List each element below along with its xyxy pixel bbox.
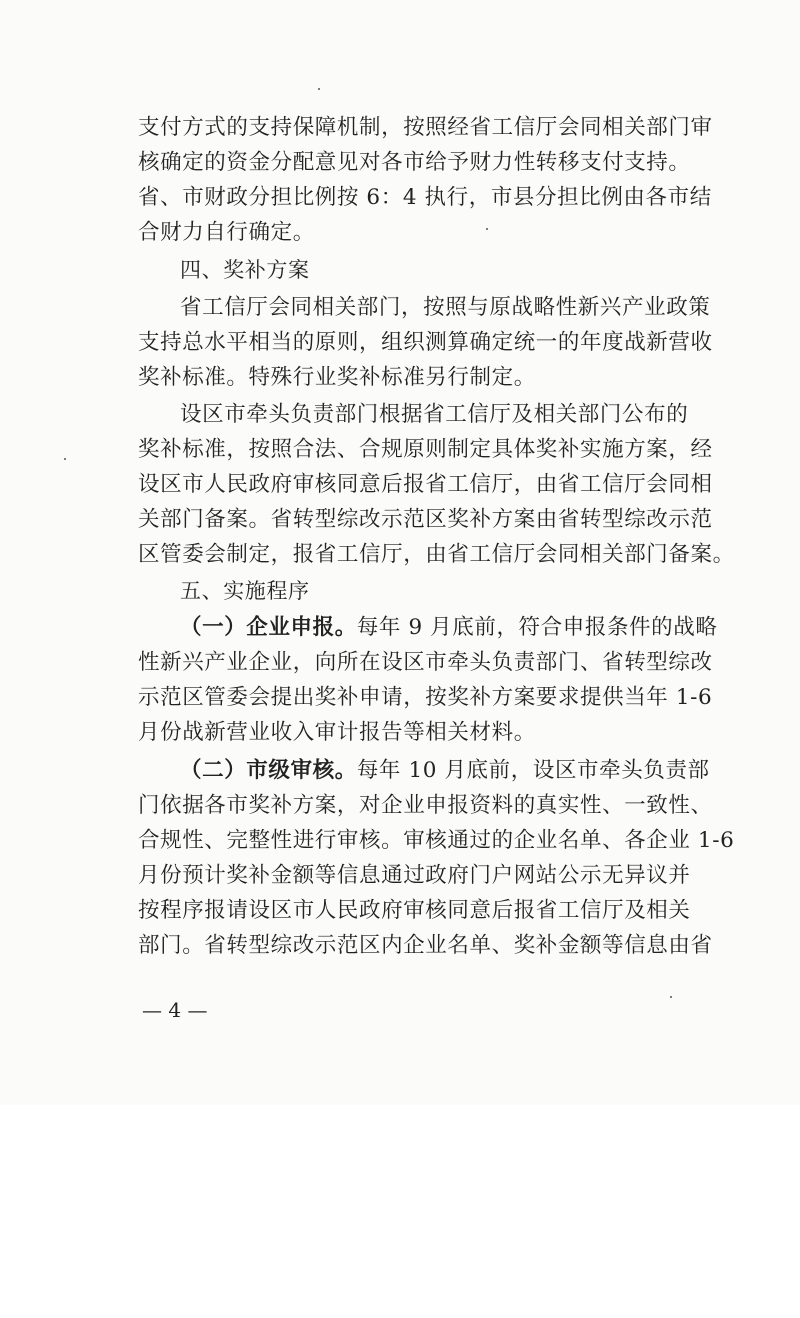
paragraph-line: 设区市牵头负责部门根据省工信厅及相关部门公布的	[180, 402, 689, 427]
paragraph-line: 关部门备案。省转型综改示范区奖补方案由省转型综改示范	[138, 507, 713, 532]
subheading-enterprise-application: （一）企业申报。	[180, 615, 357, 640]
paragraph-line: 支付方式的支持保障机制，按照经省工信厅会同相关部门审	[138, 115, 713, 140]
paragraph-line: 示范区管委会提出奖补申请，按奖补方案要求提供当年 1-6	[138, 685, 713, 710]
scan-speck	[486, 228, 488, 230]
scan-speck	[318, 88, 320, 90]
paragraph-line: 区管委会制定，报省工信厅，由省工信厅会同相关部门备案。	[138, 542, 735, 567]
page-number: — 4 —	[142, 998, 208, 1022]
subheading-city-review: （二）市级审核。	[180, 758, 357, 783]
section-heading-procedure: 五、实施程序	[180, 579, 310, 603]
paragraph-line: 合规性、完整性进行审核。审核通过的企业名单、各企业 1-6	[138, 828, 735, 853]
paragraph-line	[180, 615, 717, 641]
paragraph-line: 门依据各市奖补方案，对企业申报资料的真实性、一致性、	[138, 793, 713, 818]
paragraph-line: 支持总水平相当的原则，组织测算确定统一的年度战新营收	[138, 330, 713, 355]
paragraph-line: 按程序报请设区市人民政府审核同意后报省工信厅及相关	[138, 898, 691, 923]
paragraph-line: 合财力自行确定。	[138, 220, 315, 245]
paragraph-line: 省工信厅会同相关部门，按照与原战略性新兴产业政策	[180, 295, 711, 320]
paragraph-line: 奖补标准，按照合法、合规原则制定具体奖补实施方案，经	[138, 437, 713, 462]
paragraph-line: 设区市人民政府审核同意后报省工信厅，由省工信厅会同相	[138, 472, 713, 497]
scan-speck	[64, 458, 66, 460]
paragraph-line: 月份预计奖补金额等信息通过政府门户网站公示无异议并	[138, 863, 691, 888]
paragraph-line: 月份战新营业收入审计报告等相关材料。	[138, 720, 536, 745]
paragraph-text: 每年 10 月底前，设区市牵头负责部	[356, 758, 710, 783]
paragraph-line: 部门。省转型综改示范区内企业名单、奖补金额等信息由省	[138, 933, 713, 958]
blank-margin	[0, 1105, 800, 1318]
paragraph-line: 省、市财政分担比例按 6：4 执行，市县分担比例由各市结	[138, 185, 712, 210]
paragraph-text: 每年 9 月底前，符合申报条件的战略	[356, 615, 718, 640]
paragraph-line	[180, 758, 710, 784]
paragraph-line: 奖补标准。特殊行业奖补标准另行制定。	[138, 365, 536, 390]
paragraph-line: 性新兴产业企业，向所在设区市牵头负责部门、省转型综改	[138, 650, 713, 675]
section-heading-awards: 四、奖补方案	[180, 258, 310, 282]
paragraph-line: 核确定的资金分配意见对各市给予财力性转移支付支持。	[138, 150, 691, 175]
scan-speck	[670, 996, 672, 998]
